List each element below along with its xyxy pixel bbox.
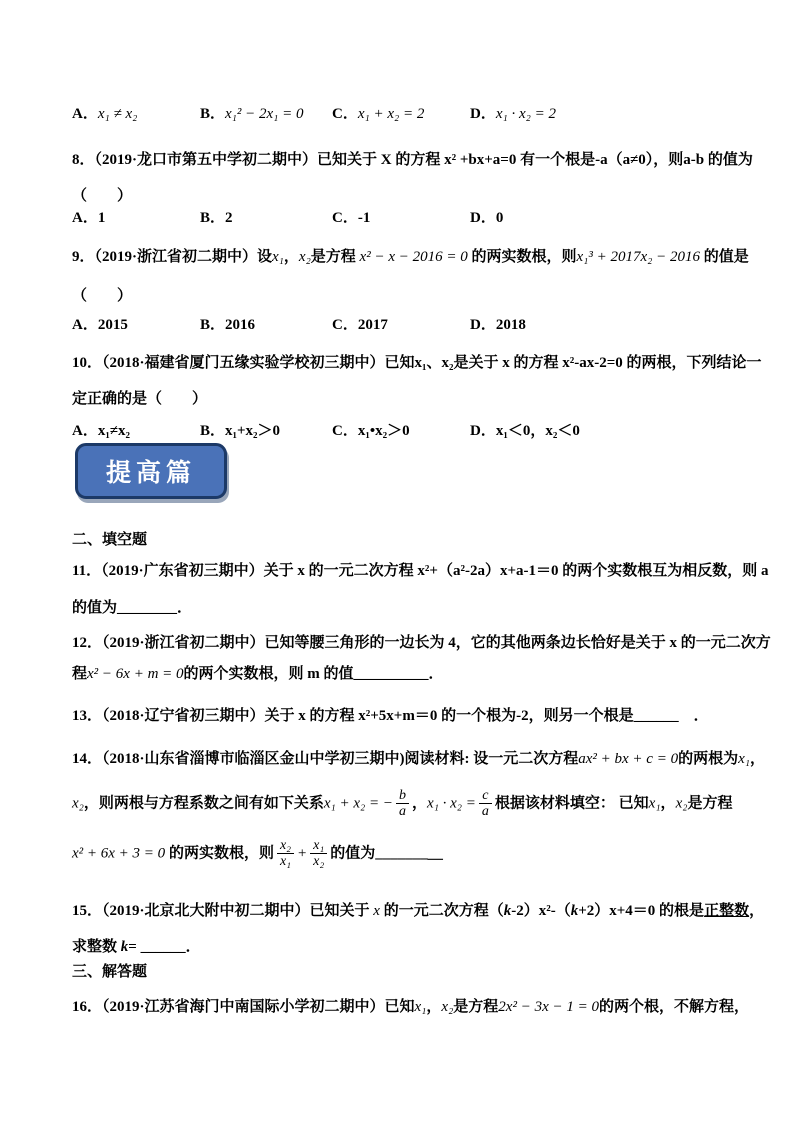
text-run: B．x₁+x₂＞0 [200, 423, 281, 439]
text-run: x₁ · x₂ = 2 [495, 106, 556, 122]
text-run: k [120, 939, 129, 955]
question-13-stem [72, 705, 709, 727]
text-run: ， [749, 751, 765, 767]
fraction: $\frac{b}{a}$ [396, 788, 409, 820]
text-run: x₂ [298, 249, 311, 265]
text-run: D．x₁＜0，x₂＜0 [470, 423, 580, 439]
question-10-stem-line2 [72, 388, 207, 410]
text-run: 的值是 [700, 249, 749, 265]
text-run: B． [200, 106, 226, 122]
question-15-stem-line2 [72, 936, 201, 958]
text-run: 的值为_______＿ [330, 845, 443, 862]
text-run: x₂ [72, 795, 84, 812]
text-run: x² − x − 2016 = 0 [355, 249, 472, 265]
text-run: 的两实数根，则 [165, 845, 274, 862]
text-run: A．x₁≠x₂ [72, 423, 131, 439]
option-d [470, 207, 672, 229]
text-run: B．2 [200, 210, 233, 226]
option-a [72, 207, 200, 229]
question-11-stem-line1 [72, 560, 769, 582]
text-run: ， [660, 795, 676, 812]
question-9-options-row [72, 314, 672, 336]
text-run: 14．（2018·山东省淄博市临淄区金山中学初三期中)阅读材料: 设一元二次方程 [72, 751, 579, 767]
text-run: ，则两根与方程系数之间有如下关系 [83, 795, 324, 812]
text-run: D．0 [470, 210, 504, 226]
text-run: 正整数 [704, 903, 750, 919]
text-run: x₂ [441, 999, 454, 1015]
text-run: C．x₁•x₂＞0 [332, 423, 410, 439]
text-run: 的一元二次方程（ [379, 903, 504, 919]
section-heading-fill-in: 二、填空题 [72, 532, 148, 548]
option-b [200, 103, 332, 125]
option-b [200, 207, 332, 229]
text-run: C． [332, 106, 358, 122]
section-heading-answer: 三、解答题 [72, 964, 148, 980]
text-run: x₁ [272, 249, 284, 265]
text-run: D．2018 [470, 317, 526, 333]
text-run: x₁ + x₂ = − [323, 795, 394, 812]
text-run: + [297, 845, 308, 862]
text-run: 是方程 [687, 795, 733, 812]
question-10-options-row [72, 420, 672, 442]
text-run: x₁ · x₂ = [427, 795, 476, 812]
text-run: k [570, 903, 579, 919]
option-b [200, 420, 332, 442]
text-run: x² + 6x + 3 = 0 [72, 845, 166, 862]
text-run: 13．（2018·辽宁省初三期中）关于 x 的方程 x²+5x+m＝0 的一个根为-2，则另一个根是______ ． [72, 708, 709, 724]
text-run: +2）x+4＝0 的根是 [578, 903, 705, 919]
text-run: ， [749, 903, 765, 919]
option-c [332, 207, 470, 229]
text-run: 的两实数根，则 [471, 249, 577, 265]
option-d [470, 103, 672, 125]
fraction: $\frac{\text{x₁}}{\text{x₂}}$ [310, 838, 327, 870]
text-run: k [503, 903, 512, 919]
question-10-stem-line1 [72, 352, 762, 374]
question-12-stem-line1 [72, 632, 771, 654]
question-9-answer-paren: （ ） [72, 288, 133, 304]
level-up-section-banner: 提高篇 [75, 443, 227, 499]
text-run: ， [283, 249, 299, 265]
text-run: A． [72, 106, 98, 122]
fraction: $\frac{\text{x₂}}{\text{x₁}}$ [277, 838, 294, 870]
text-run: ax² + bx + c = 0 [578, 751, 679, 767]
text-run: 16．（2019·江苏省海门中南国际小学初二期中）已知 [72, 999, 415, 1015]
text-run: C．2017 [332, 317, 388, 333]
question-14-stem-line1 [72, 748, 765, 770]
text-run: 求整数 [72, 939, 121, 955]
text-run: 9．（2019·浙江省初二期中）设 [72, 249, 273, 265]
text-run: x₁² − 2x₁ = 0 [225, 106, 304, 122]
question-14-stem-line3 [72, 838, 443, 870]
text-run: D． [470, 106, 496, 122]
question-12-stem-line2 [72, 663, 444, 685]
text-run: x₁ ≠ x₂ [97, 106, 138, 122]
text-run: x₁ [648, 795, 661, 812]
text-run: 根据该材料填空： 已知 [494, 795, 649, 812]
question-9-stem [72, 246, 749, 268]
option-d [470, 314, 672, 336]
text-run: -2）x²-（ [511, 903, 571, 919]
text-run: ， [426, 999, 442, 1015]
question-14-stem-line2 [72, 788, 732, 820]
option-d [470, 420, 672, 442]
text-run: 11．（2019·广东省初三期中）关于 x 的一元二次方程 x²+（a²-2a）x+a-1＝0 的两个实数根互为相反数，则 a [72, 563, 769, 579]
text-run: x₂ [675, 795, 688, 812]
option-b [200, 314, 332, 336]
text-run: 的两个实数根，则 m 的值__________． [183, 666, 444, 682]
option-a [72, 420, 200, 442]
text-run: 的两个根，不解方程， [598, 999, 749, 1015]
text-run: 10．（2018·福建省厦门五缘实验学校初三期中）已知x₁、x₂是关于 x 的方程 x²-ax-2=0 的两根，下列结论一 [72, 355, 762, 371]
text-run: x₁ + x₂ = 2 [357, 106, 425, 122]
text-run: x₁³ + 2017x₂ − 2016 [576, 249, 700, 265]
text-run: A．1 [72, 210, 106, 226]
option-a [72, 103, 200, 125]
question-8-answer-paren: （ ） [72, 188, 133, 204]
text-run: C．-1 [332, 210, 371, 226]
text-run: B．2016 [200, 317, 256, 333]
text-run: 2x² − 3x − 1 = 0 [498, 999, 599, 1015]
text-run: x₁ [738, 751, 750, 767]
question-7-options-row [72, 103, 672, 125]
option-c [332, 420, 470, 442]
text-run: x₁ [414, 999, 427, 1015]
option-a [72, 314, 200, 336]
option-c [332, 314, 470, 336]
text-run: x² − 6x + m = 0 [87, 666, 184, 682]
text-run: ， [412, 795, 428, 812]
option-c [332, 103, 470, 125]
question-16-stem [72, 996, 749, 1018]
text-run: A．2015 [72, 317, 128, 333]
text-run: 程 [72, 666, 88, 682]
question-11-stem-line2 [72, 597, 192, 619]
text-run: 是方程 [310, 249, 356, 265]
text-run: 的两根为 [678, 751, 739, 767]
text-run: 12．（2019·浙江省初二期中）已知等腰三角形的一边长为 4，它的其他两条边长恰好是关于 x 的一元二次方 [72, 635, 771, 651]
text-run: = ______． [128, 939, 201, 955]
question-8-options-row [72, 207, 672, 229]
question-15-stem-line1 [72, 900, 764, 922]
text-run: 定正确的是（ ） [72, 391, 208, 407]
text-run: 是方程 [453, 999, 499, 1015]
text-run: x [373, 903, 380, 919]
text-run: 的值为________． [72, 600, 193, 616]
question-8-stem [72, 149, 753, 171]
text-run: 8．（2019·龙口市第五中学初二期中）已知关于 X 的方程 x² +bx+a=0 有一个根是-a（a≠0），则a-b 的值为 [72, 152, 753, 168]
text-run: 15．（2019·北京北大附中初二期中）已知关于 [72, 903, 374, 919]
fraction: $\frac{c}{a}$ [479, 788, 492, 820]
